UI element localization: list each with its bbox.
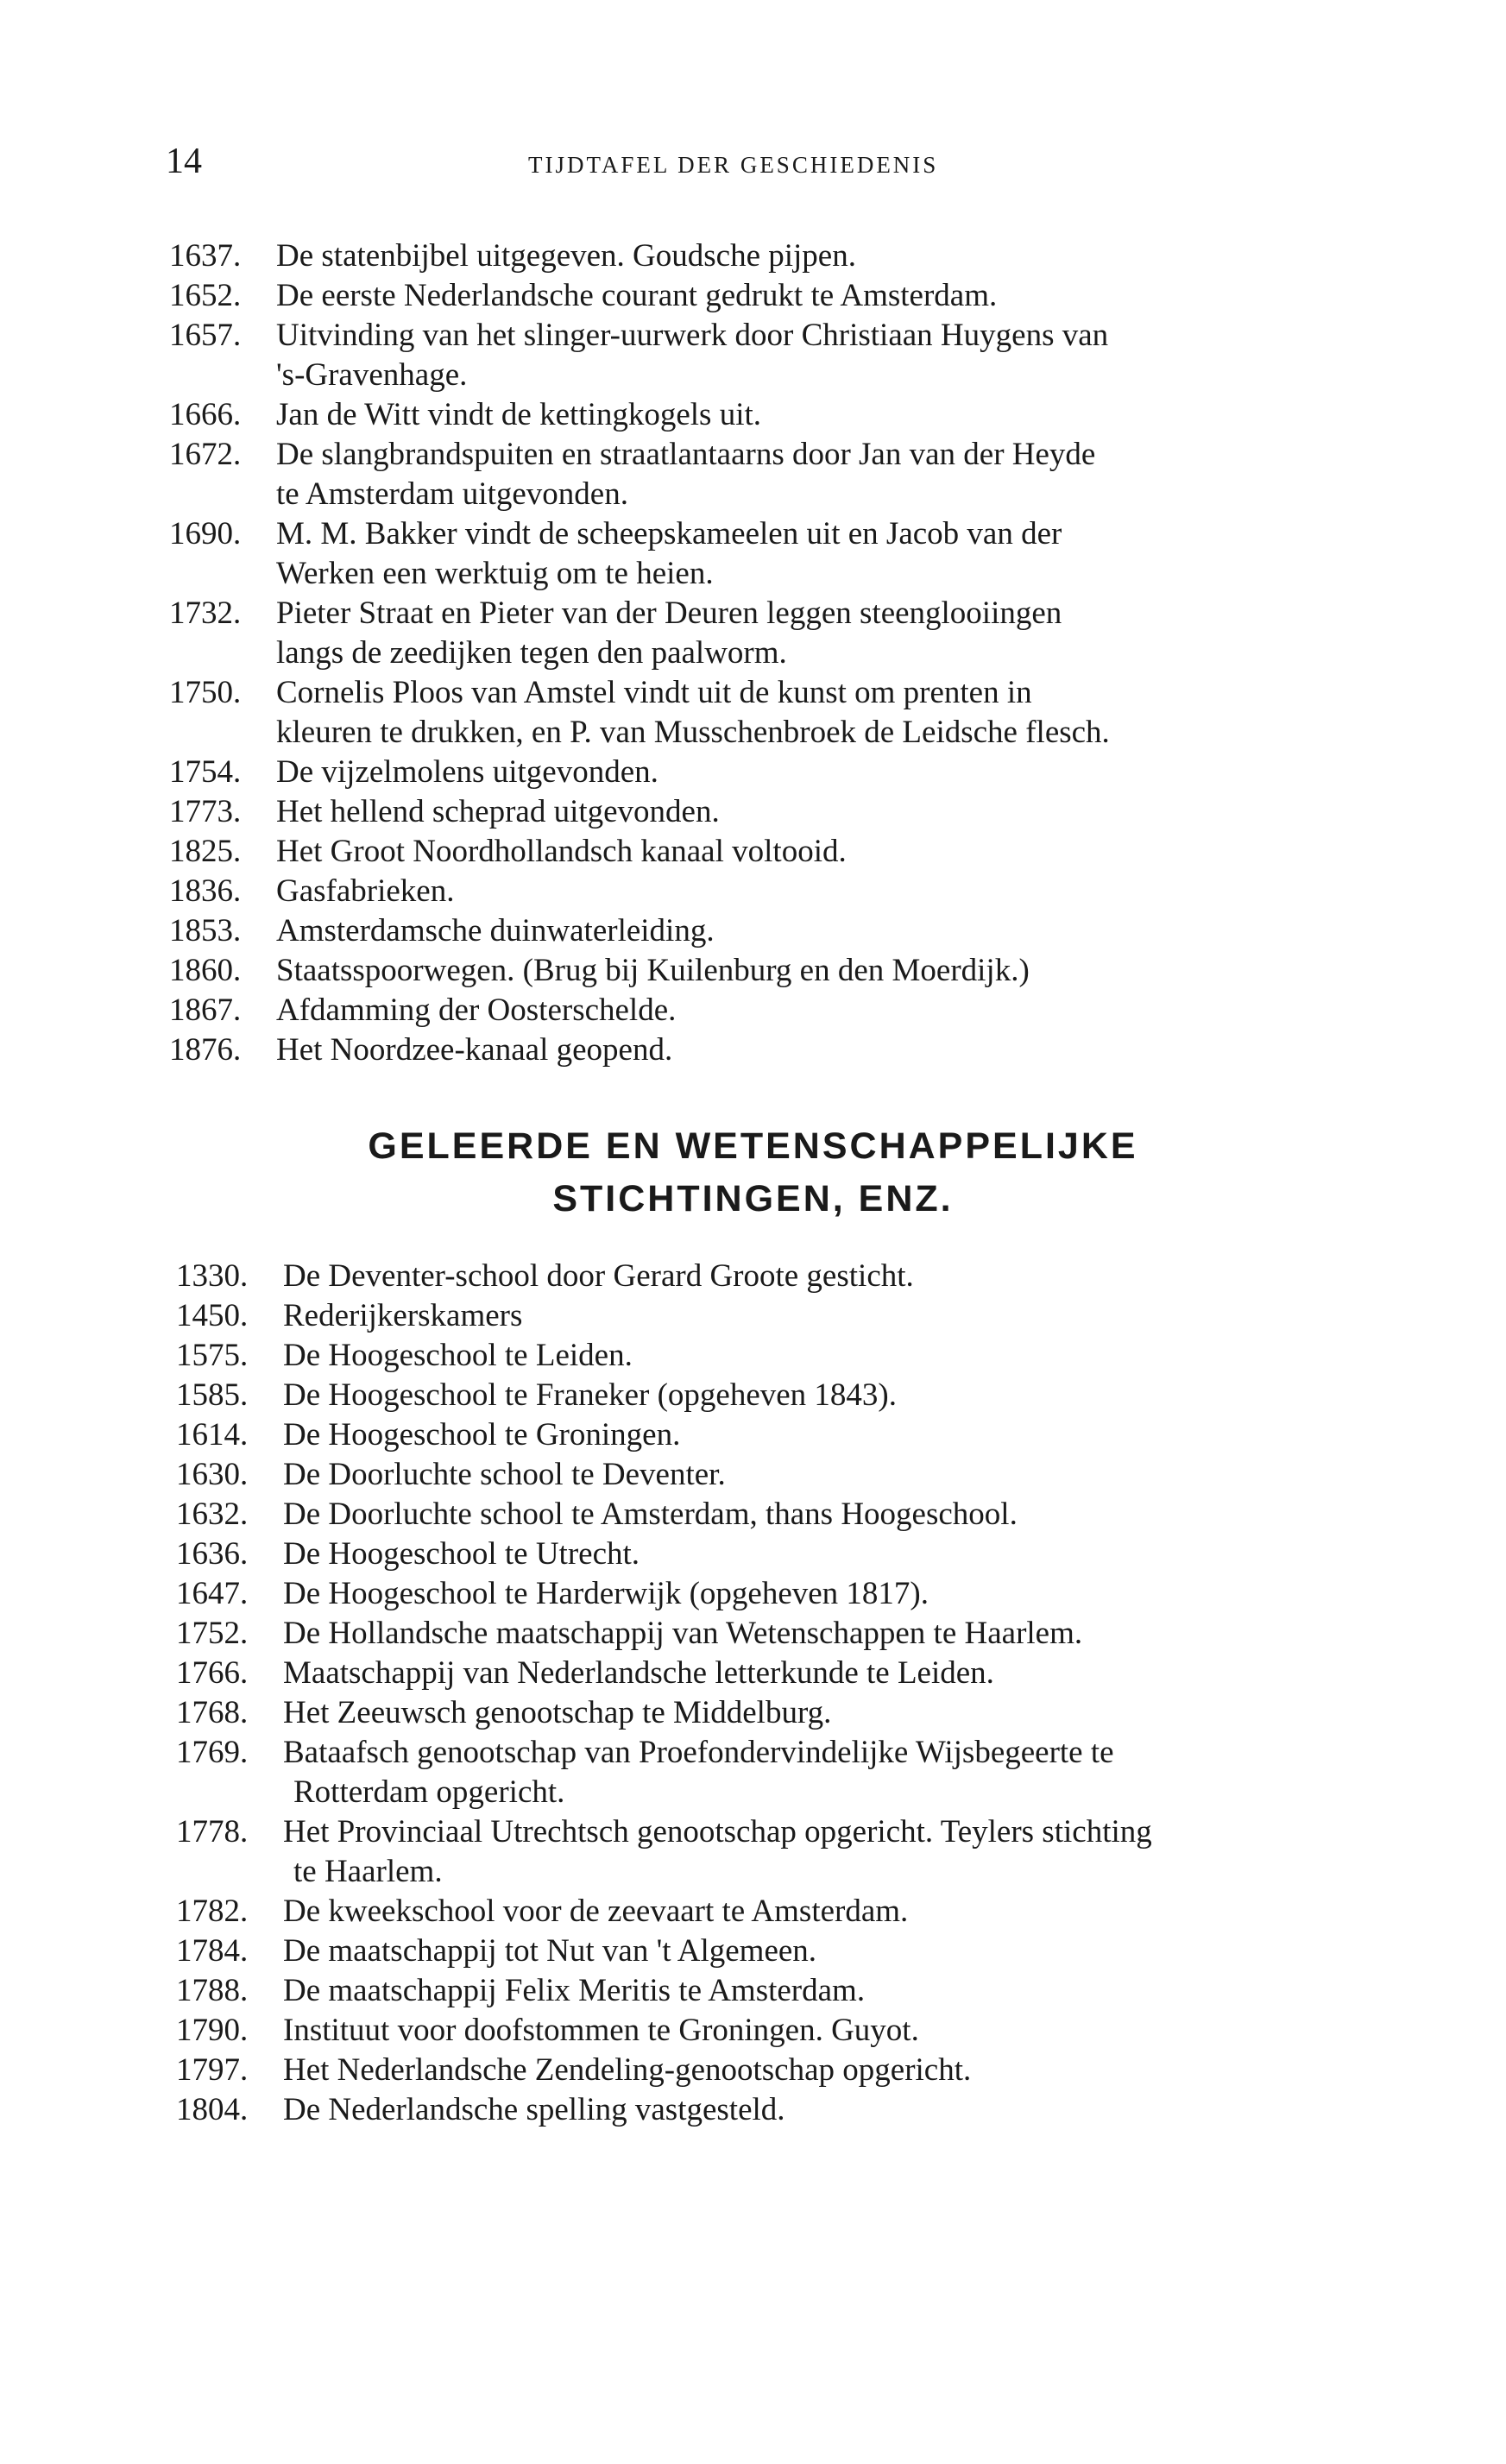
timeline-entry (176, 1534, 640, 1574)
timeline-entry (169, 792, 720, 832)
entry-continuation: kleuren te drukken, en P. van Musschenbroek de Leidsche flesch. (276, 715, 1110, 750)
entry-text: De Hoogeschool te Leiden. (283, 1338, 633, 1373)
timeline-entry (169, 316, 1108, 356)
timeline-entry (176, 1614, 1082, 1654)
timeline-entry (176, 1495, 1018, 1534)
timeline-entry (176, 1376, 897, 1415)
entry-continuation: te Amsterdam uitgevonden. (276, 476, 628, 512)
entry-year: 1836. (169, 873, 242, 909)
page-number: 14 (166, 142, 202, 181)
entry-year: 1788. (176, 1973, 249, 2008)
timeline-entry (169, 911, 715, 951)
entry-year: 1769. (176, 1735, 249, 1770)
entry-text: Het Zeeuwsch genootschap te Middelburg. (283, 1695, 832, 1730)
entry-year: 1585. (176, 1377, 249, 1413)
entry-text: De Doorluchte school te Amsterdam, thans Hoogeschool. (283, 1497, 1018, 1532)
entry-text: De kweekschool voor de zeevaart te Amsterdam. (283, 1894, 909, 1929)
entry-text: Het hellend scheprad uitgevonden. (276, 794, 720, 829)
entry-text: De Hoogeschool te Groningen. (283, 1417, 681, 1453)
entry-text: Staatsspoorwegen. (Brug bij Kuilenburg en den Moerdijk.) (276, 953, 1030, 988)
entry-year: 1330. (176, 1258, 249, 1294)
entry-text: Cornelis Ploos van Amstel vindt uit de kunst om prenten in (276, 675, 1032, 710)
entry-text: Uitvinding van het slinger-uurwerk door Christiaan Huygens van (276, 318, 1109, 353)
timeline-entry (176, 1455, 726, 1495)
timeline-entry (169, 991, 676, 1030)
section-heading-continued: STICHTINGEN, ENZ. (552, 1178, 954, 1219)
running-title: TIJDTAFEL DER GESCHIEDENIS (528, 152, 939, 178)
entry-year: 1637. (169, 238, 242, 274)
timeline-entry (176, 2051, 971, 2090)
timeline-entry (176, 1296, 522, 1336)
timeline-entry (176, 2090, 785, 2130)
entry-year: 1766. (176, 1655, 249, 1691)
entry-year: 1752. (176, 1616, 249, 1651)
entry-text: Rederijkerskamers (283, 1298, 523, 1333)
entry-year: 1575. (176, 1338, 249, 1373)
entry-year: 1647. (176, 1576, 249, 1611)
entry-year: 1825. (169, 834, 242, 869)
entry-text: Maatschappij van Nederlandsche letterkunde te Leiden. (283, 1655, 994, 1691)
entry-text: Het Groot Noordhollandsch kanaal voltooid. (276, 834, 847, 869)
entry-text: De Nederlandsche spelling vastgesteld. (283, 2092, 785, 2127)
entry-text: De vijzelmolens uitgevonden. (276, 754, 658, 790)
timeline-entry (176, 1971, 865, 2011)
entry-year: 1630. (176, 1457, 249, 1492)
entry-year: 1652. (169, 278, 242, 313)
entry-year: 1790. (176, 2013, 249, 2048)
timeline-entry (169, 832, 847, 872)
entry-year: 1784. (176, 1933, 249, 1969)
entry-text: De Hoogeschool te Utrecht. (283, 1536, 640, 1572)
entry-text: De Deventer-school door Gerard Groote gesticht. (283, 1258, 914, 1294)
entry-text: De slangbrandspuiten en straatlantaarns door Jan van der Heyde (276, 437, 1096, 472)
entry-year: 1732. (169, 596, 242, 631)
entry-text: M. M. Bakker vindt de scheepskameelen uit en Jacob van der (276, 516, 1062, 551)
entry-text: De Hoogeschool te Franeker (opgeheven 1843). (283, 1377, 897, 1413)
entry-year: 1782. (176, 1894, 249, 1929)
entry-year: 1750. (169, 675, 242, 710)
timeline-entry (169, 435, 1095, 475)
entry-text: Amsterdamsche duinwaterleiding. (276, 913, 715, 948)
timeline-entry (176, 2011, 919, 2051)
entry-text: Het Noordzee-kanaal geopend. (276, 1032, 673, 1068)
entry-year: 1632. (176, 1497, 249, 1532)
entry-text: De Hoogeschool te Harderwijk (opgeheven 1817). (283, 1576, 929, 1611)
entry-continuation: langs de zeedijken tegen den paalworm. (276, 635, 787, 671)
entry-continuation: Rotterdam opgericht. (293, 1774, 565, 1810)
entry-year: 1773. (169, 794, 242, 829)
timeline-entry (169, 395, 761, 435)
timeline-entry (176, 1931, 816, 1971)
entry-text: Pieter Straat en Pieter van der Deuren leggen steenglooiingen (276, 596, 1062, 631)
entry-text: Afdamming der Oosterschelde. (276, 993, 677, 1028)
entry-year: 1450. (176, 1298, 249, 1333)
entry-year: 1657. (169, 318, 242, 353)
entry-text: Het Provinciaal Utrechtsch genootschap opgericht. Teylers stichting (283, 1814, 1152, 1850)
entry-year: 1636. (176, 1536, 249, 1572)
timeline-entry (176, 1733, 1114, 1773)
timeline-entry (169, 673, 1032, 713)
entry-continuation: Werken een werktuig om te heien. (276, 556, 714, 591)
entry-text: Gasfabrieken. (276, 873, 455, 909)
timeline-entry (169, 1030, 672, 1070)
timeline-entry (169, 872, 454, 911)
timeline-entry (176, 1693, 831, 1733)
timeline-entry (169, 594, 1062, 633)
timeline-entry (176, 1257, 914, 1296)
timeline-entry (169, 236, 856, 276)
entry-year: 1768. (176, 1695, 249, 1730)
entry-text: De maatschappij tot Nut van 't Algemeen. (283, 1933, 817, 1969)
timeline-entry (169, 951, 1030, 991)
entry-year: 1860. (169, 953, 242, 988)
entry-text: Het Nederlandsche Zendeling-genootschap opgericht. (283, 2052, 972, 2088)
entry-text: Bataafsch genootschap van Proefondervindelijke Wijsbegeerte te (283, 1735, 1114, 1770)
timeline-entry (176, 1892, 908, 1931)
entry-year: 1797. (176, 2052, 249, 2088)
timeline-entry (176, 1336, 633, 1376)
entry-text: Jan de Witt vindt de kettingkogels uit. (276, 397, 762, 432)
timeline-entry (169, 753, 658, 792)
entry-year: 1876. (169, 1032, 242, 1068)
timeline-entry (169, 514, 1062, 554)
entry-year: 1672. (169, 437, 242, 472)
section-heading: GELEERDE EN WETENSCHAPPELIJKE (368, 1125, 1138, 1167)
entry-year: 1804. (176, 2092, 249, 2127)
entry-text: Instituut voor doofstommen te Groningen. Guyot. (283, 2013, 919, 2048)
entry-continuation: te Haarlem. (293, 1854, 443, 1889)
timeline-entry (176, 1574, 929, 1614)
entry-year: 1754. (169, 754, 242, 790)
entry-year: 1853. (169, 913, 242, 948)
entry-text: De Hollandsche maatschappij van Wetenschappen te Haarlem. (283, 1616, 1083, 1651)
entry-year: 1614. (176, 1417, 249, 1453)
entry-year: 1666. (169, 397, 242, 432)
entry-year: 1778. (176, 1814, 249, 1850)
entry-text: De eerste Nederlandsche courant gedrukt te Amsterdam. (276, 278, 998, 313)
entry-continuation: 's-Gravenhage. (276, 357, 468, 393)
timeline-entry (176, 1812, 1152, 1852)
entry-year: 1867. (169, 993, 242, 1028)
entry-year: 1690. (169, 516, 242, 551)
timeline-entry (176, 1654, 994, 1693)
entry-text: De Doorluchte school te Deventer. (283, 1457, 726, 1492)
timeline-entry (169, 276, 997, 316)
entry-text: De statenbijbel uitgegeven. Goudsche pijpen. (276, 238, 856, 274)
timeline-entry (176, 1415, 680, 1455)
entry-text: De maatschappij Felix Meritis te Amsterdam. (283, 1973, 866, 2008)
